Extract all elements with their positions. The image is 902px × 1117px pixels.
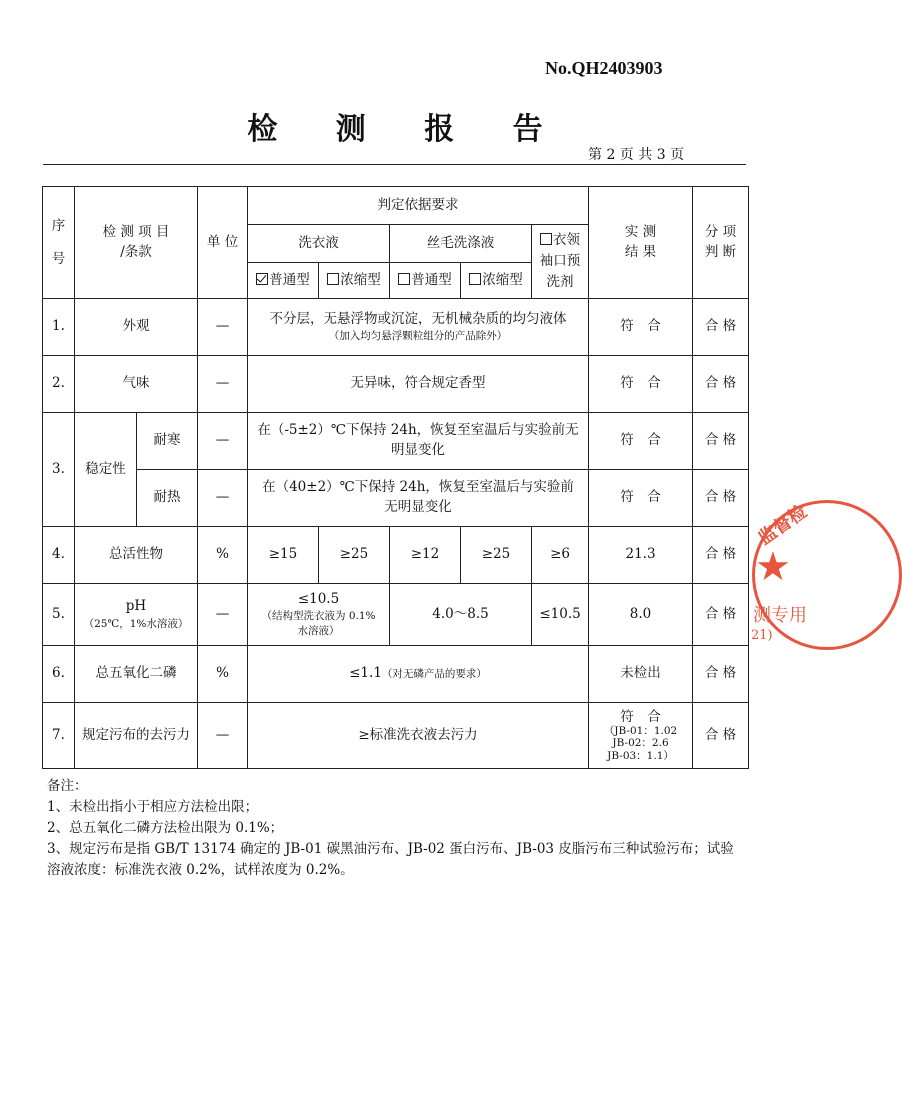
row-item: 气味 xyxy=(75,356,198,413)
col-header-criteria: 判定依据要求 xyxy=(248,187,589,225)
req-collar: ≥6 xyxy=(532,527,589,584)
req-laundry xyxy=(248,584,390,646)
concentrated-label-2: 浓缩型 xyxy=(482,271,523,288)
row-requirement xyxy=(248,646,589,703)
row-item xyxy=(75,584,198,646)
row-subitem: 耐热 xyxy=(137,470,198,527)
req-laundry-normal: ≥15 xyxy=(248,527,319,584)
row-judgement: 合 格 xyxy=(693,703,749,769)
row-subitem: 耐寒 xyxy=(137,413,198,470)
table-row xyxy=(43,527,749,584)
star-icon: ★ xyxy=(755,544,791,590)
requirement-text: ≤10.5 xyxy=(297,590,340,607)
table-row xyxy=(43,413,749,470)
row-unit: — xyxy=(198,356,248,413)
col-header-concentrated-2 xyxy=(461,263,532,299)
col-header-normal-2 xyxy=(390,263,461,299)
checkbox-unchecked-icon xyxy=(327,273,339,285)
row-judgement: 合 格 xyxy=(693,646,749,703)
row-item: 总活性物 xyxy=(75,527,198,584)
official-seal xyxy=(752,500,902,650)
result-text: 符 合 xyxy=(620,708,661,725)
row-result: 未检出 xyxy=(589,646,693,703)
notes-label: 备注： xyxy=(47,778,88,794)
note-item: 3、规定污布是指 GB/T 13174 确定的 JB-01 碳黑油污布、JB-02 蛋白污布、JB-03 皮脂污布三种试验污布；试验溶液浓度：标准洗衣液 0.2%，试样浓度为 0.2%。 xyxy=(47,841,734,878)
col-header-normal xyxy=(248,263,319,299)
checkbox-unchecked-icon xyxy=(398,273,410,285)
row-number: 4. xyxy=(43,527,75,584)
row-number: 3. xyxy=(43,413,75,527)
normal-label: 普通型 xyxy=(269,271,310,288)
row-item: 规定污布的去污力 xyxy=(75,703,198,769)
col-header-unit: 单 位 xyxy=(198,187,248,299)
requirement-note: （对无磷产品的要求） xyxy=(381,668,487,681)
seal-text-top: 监督检 xyxy=(754,501,811,550)
table-row xyxy=(43,646,749,703)
row-unit: — xyxy=(198,413,248,470)
note-item: 1、未检出指小于相应方法检出限； xyxy=(47,799,259,815)
checkbox-checked-icon xyxy=(256,273,268,285)
col-header-collar xyxy=(532,225,589,299)
row-item: 外观 xyxy=(75,299,198,356)
row-unit: — xyxy=(198,584,248,646)
row-item: 总五氧化二磷 xyxy=(75,646,198,703)
col-header-concentrated xyxy=(319,263,390,299)
req-collar: ≤10.5 xyxy=(532,584,589,646)
report-number: No.QH2403903 xyxy=(545,58,663,78)
item-note: （25℃，1%水溶液） xyxy=(83,617,189,630)
header-divider xyxy=(43,164,746,165)
req-laundry-concentrated: ≥25 xyxy=(319,527,390,584)
checkbox-unchecked-icon xyxy=(469,273,481,285)
row-unit: — xyxy=(198,703,248,769)
col-header-laundry: 洗衣液 xyxy=(248,225,390,263)
row-result: 21.3 xyxy=(589,527,693,584)
result-detail: （JB-01：1.02 xyxy=(603,724,678,737)
seal-text-bottom: 21) xyxy=(751,628,773,643)
col-header-seq: 序 号 xyxy=(43,187,75,299)
col-header-judgement: 分 项 判 断 xyxy=(693,187,749,299)
row-judgement: 合 格 xyxy=(693,356,749,413)
report-title: 检 测 报 告 xyxy=(247,112,567,147)
normal-label-2: 普通型 xyxy=(411,271,452,288)
row-number: 2. xyxy=(43,356,75,413)
checkbox-unchecked-icon xyxy=(540,233,552,245)
requirement-text: ≤1.1 xyxy=(349,665,382,682)
row-result xyxy=(589,703,693,769)
result-detail: JB-02：2.6 xyxy=(612,737,669,750)
item-text: pH xyxy=(125,598,147,615)
row-result: 8.0 xyxy=(589,584,693,646)
result-detail: JB-03：1.1） xyxy=(607,749,674,762)
row-judgement: 合 格 xyxy=(693,584,749,646)
table-row xyxy=(43,299,749,356)
row-requirement: 无异味，符合规定香型 xyxy=(248,356,589,413)
requirement-note: （加入均匀悬浮颗粒组分的产品除外） xyxy=(328,330,508,343)
concentrated-label: 浓缩型 xyxy=(340,271,381,288)
seal-text-middle: 测专用 xyxy=(753,605,807,626)
row-requirement: 在（-5±2）℃下保持 24h，恢复至室温后与实验前无明显变化 xyxy=(248,413,589,470)
note-item: 2、总五氧化二磷方法检出限为 0.1%； xyxy=(47,820,284,836)
row-judgement: 合 格 xyxy=(693,413,749,470)
row-judgement: 合 格 xyxy=(693,527,749,584)
row-unit: — xyxy=(198,470,248,527)
requirement-note: （结构型洗衣液为 0.1%水溶液） xyxy=(261,610,376,638)
table-row xyxy=(43,356,749,413)
row-number: 6. xyxy=(43,646,75,703)
row-requirement xyxy=(248,299,589,356)
table-row xyxy=(43,703,749,769)
row-judgement: 合 格 xyxy=(693,470,749,527)
row-judgement: 合 格 xyxy=(693,299,749,356)
table-row xyxy=(43,584,749,646)
req-wool: 4.0～8.5 xyxy=(390,584,532,646)
collar-label: 衣领袖口预洗剂 xyxy=(539,232,581,290)
row-result: 符 合 xyxy=(589,299,693,356)
req-wool-normal: ≥12 xyxy=(390,527,461,584)
notes-section xyxy=(47,776,747,881)
row-requirement: ≥标准洗衣液去污力 xyxy=(248,703,589,769)
row-unit: % xyxy=(198,646,248,703)
inspection-table xyxy=(42,186,749,769)
row-number: 7. xyxy=(43,703,75,769)
page-indicator: 第 2 页 共 3 页 xyxy=(588,147,685,163)
row-requirement: 在（40±2）℃下保持 24h，恢复至室温后与实验前无明显变化 xyxy=(248,470,589,527)
row-result: 符 合 xyxy=(589,413,693,470)
requirement-text: 不分层，无悬浮物或沉淀，无机械杂质的均匀液体 xyxy=(269,310,567,327)
col-header-result: 实 测 结 果 xyxy=(589,187,693,299)
row-number: 1. xyxy=(43,299,75,356)
row-result: 符 合 xyxy=(589,356,693,413)
col-header-item: 检 测 项 目 /条款 xyxy=(75,187,198,299)
row-unit: % xyxy=(198,527,248,584)
req-wool-concentrated: ≥25 xyxy=(461,527,532,584)
row-result: 符 合 xyxy=(589,470,693,527)
row-unit: — xyxy=(198,299,248,356)
row-number: 5. xyxy=(43,584,75,646)
row-item: 稳定性 xyxy=(75,413,137,527)
col-header-wool: 丝毛洗涤液 xyxy=(390,225,532,263)
table-row xyxy=(43,470,749,527)
